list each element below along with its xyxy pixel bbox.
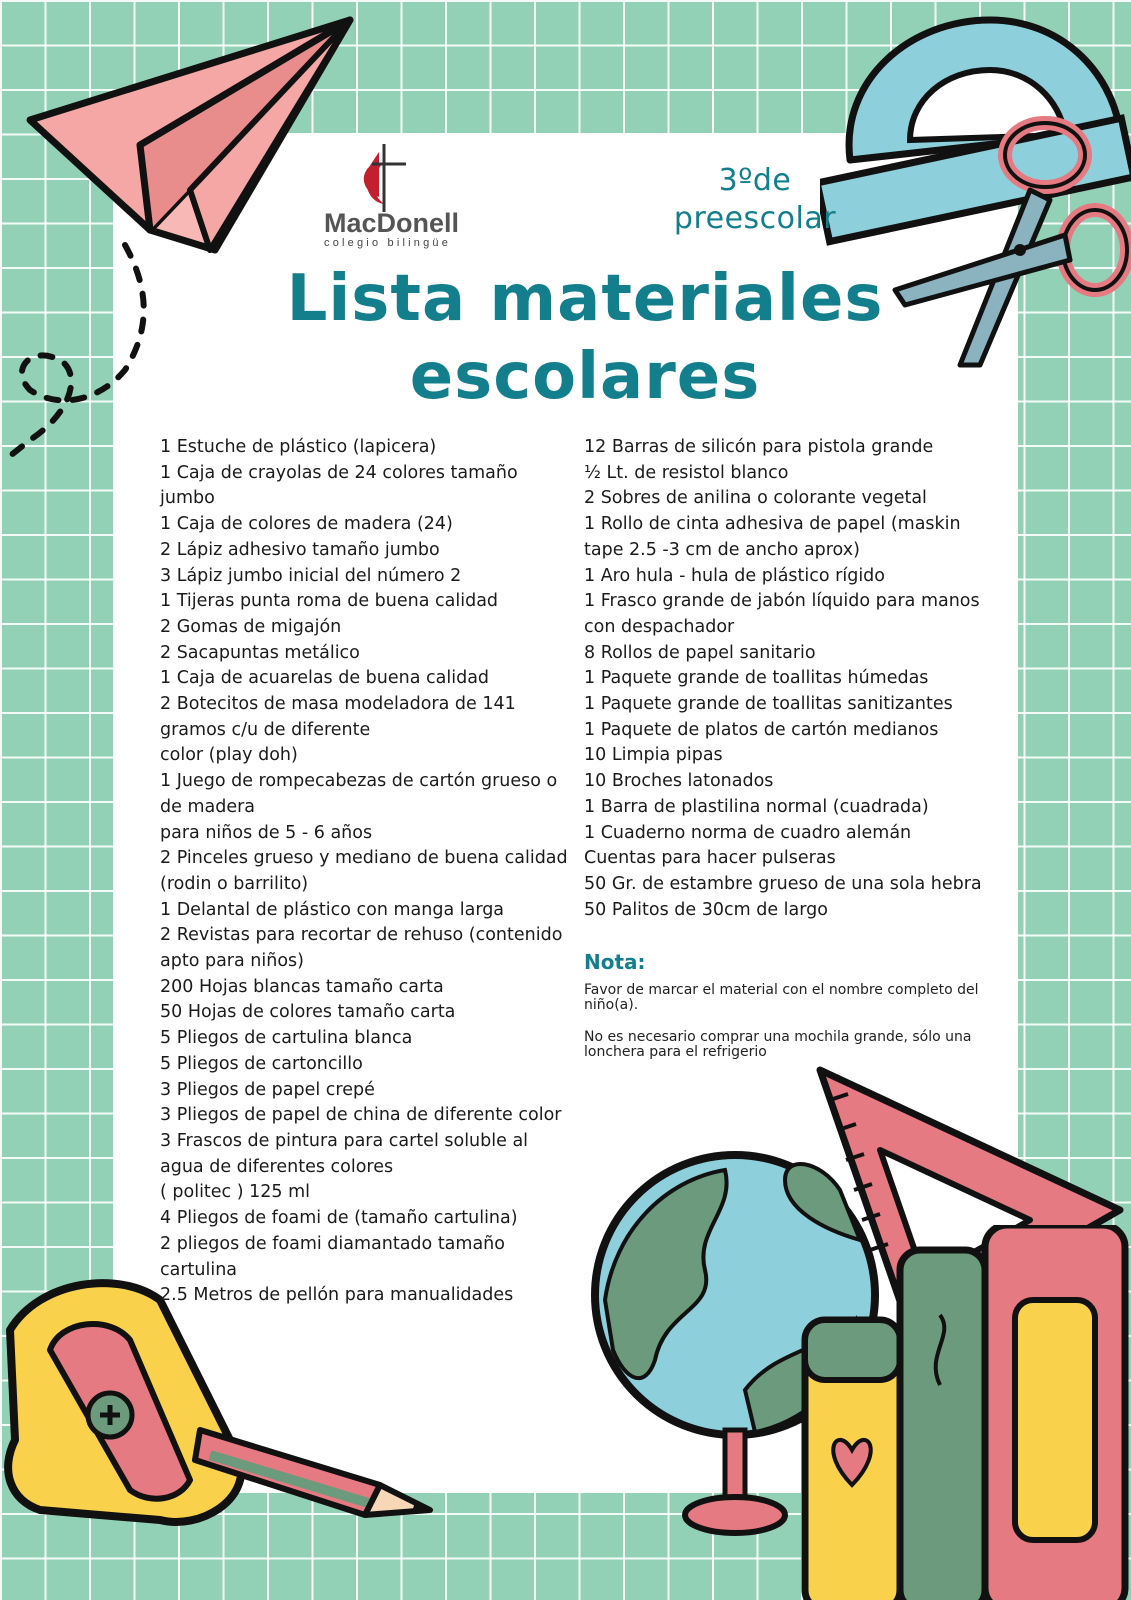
list-item: 2 Revistas para recortar de rehuso (contenido apto para niños) [160,925,563,972]
page-title [240,260,930,416]
list-item: 2 Gomas de migajón [160,616,342,637]
list-item: 12 Barras de silicón para pistola grande [584,437,934,457]
pencil-icon [190,1410,440,1530]
list-item: 5 Pliegos de cartoncillo [160,1053,363,1074]
nota-text-1: Favor de marcar el material con el nombre completo del niño(a). [584,982,979,1013]
list-item: 50 Hojas de colores tamaño carta [160,1002,456,1023]
list-item: 1 Tijeras punta roma de buena calidad [160,591,499,612]
list-item: 2.5 Metros de pellón para manualidades [160,1285,514,1306]
grade-label [650,162,860,238]
list-item: 3 Pliegos de papel crepé [160,1079,375,1100]
nota-title: Nota: [584,950,646,974]
title-line-1: Lista materiales [286,262,884,336]
list-item: 5 Pliegos de cartulina blanca [160,1028,413,1049]
list-item: 1 Paquete de platos de cartón medianos [584,719,939,740]
logo-text: MacDonell [324,208,460,238]
school-logo [324,142,484,250]
list-item: 1 Cuaderno norma de cuadro alemán [584,822,912,843]
list-item: 8 Rollos de papel sanitario [584,642,816,663]
list-item: 1 Rollo de cinta adhesiva de papel (maskin tape 2.5 -3 cm de ancho aprox) [584,514,961,560]
list-item: 2 Botecitos de masa modeladora de 141 gramos c/u de diferente color (play doh) [160,694,516,766]
list-item: 2 Lápiz adhesivo tamaño jumbo [160,539,440,560]
list-item: 1 Delantal de plástico con manga larga [160,899,505,920]
list-item: 200 Hojas blancas tamaño carta [160,976,444,997]
materials-list-left [160,435,570,1309]
grade-line-2: preescolar [673,201,837,236]
list-item: 1 Paquete grande de toallitas sanitizantes [584,694,953,715]
list-item: 1 Frasco grande de jabón líquido para manos con despachador [584,591,980,637]
logo-subtext: colegio bilingüe [324,237,452,249]
list-item: 3 Frascos de pintura para cartel soluble al agua de diferentes colores ( politec ) 125 ml [160,1130,529,1203]
list-item: 1 Barra de plastilina normal (cuadrada) [584,796,929,817]
list-item: 2 pliegos de foami diamantado tamaño cartulina [160,1233,505,1280]
books-icon [800,1225,1131,1600]
list-item: 4 Pliegos de foami de (tamaño cartulina) [160,1208,518,1229]
list-item: 50 Gr. de estambre grueso de una sola hebra [584,873,982,894]
list-item: 1 Caja de colores de madera (24) [160,514,453,535]
materials-list-right [584,435,1004,923]
list-item: 3 Lápiz jumbo inicial del número 2 [160,565,462,586]
list-item: 2 Sobres de anilina o colorante vegetal [584,488,927,509]
list-item: 1 Paquete grande de toallitas húmedas [584,668,929,689]
title-line-2: escolares [409,340,761,414]
list-item: 50 Palitos de 30cm de largo [584,899,828,920]
nota-text-2: No es necesario comprar una mochila grande, sólo una lonchera para el refrigerio [584,1029,972,1060]
list-item: 10 Limpia pipas [584,745,723,766]
list-item: 2 Sacapuntas metálico [160,642,360,663]
list-item: Cuentas para hacer pulseras [584,848,836,869]
list-item: 3 Pliegos de papel de china de diferente color [160,1105,562,1126]
grade-line-1: 3ºde [718,163,792,198]
list-item: 1 Juego de rompecabezas de cartón grueso o de madera para niños de 5 - 6 años [160,771,558,843]
list-item: 10 Broches latonados [584,771,774,792]
list-item: 1 Caja de crayolas de 24 colores tamaño jumbo [160,462,518,509]
list-item: ½ Lt. de resistol blanco [584,462,789,483]
list-item: 1 Aro hula - hula de plástico rígido [584,565,885,586]
list-item: 2 Pinceles grueso y mediano de buena calidad (rodin o barrilito) [160,848,568,894]
list-item: 1 Estuche de plástico (lapicera) [160,437,437,457]
list-item: 1 Caja de acuarelas de buena calidad [160,668,490,689]
